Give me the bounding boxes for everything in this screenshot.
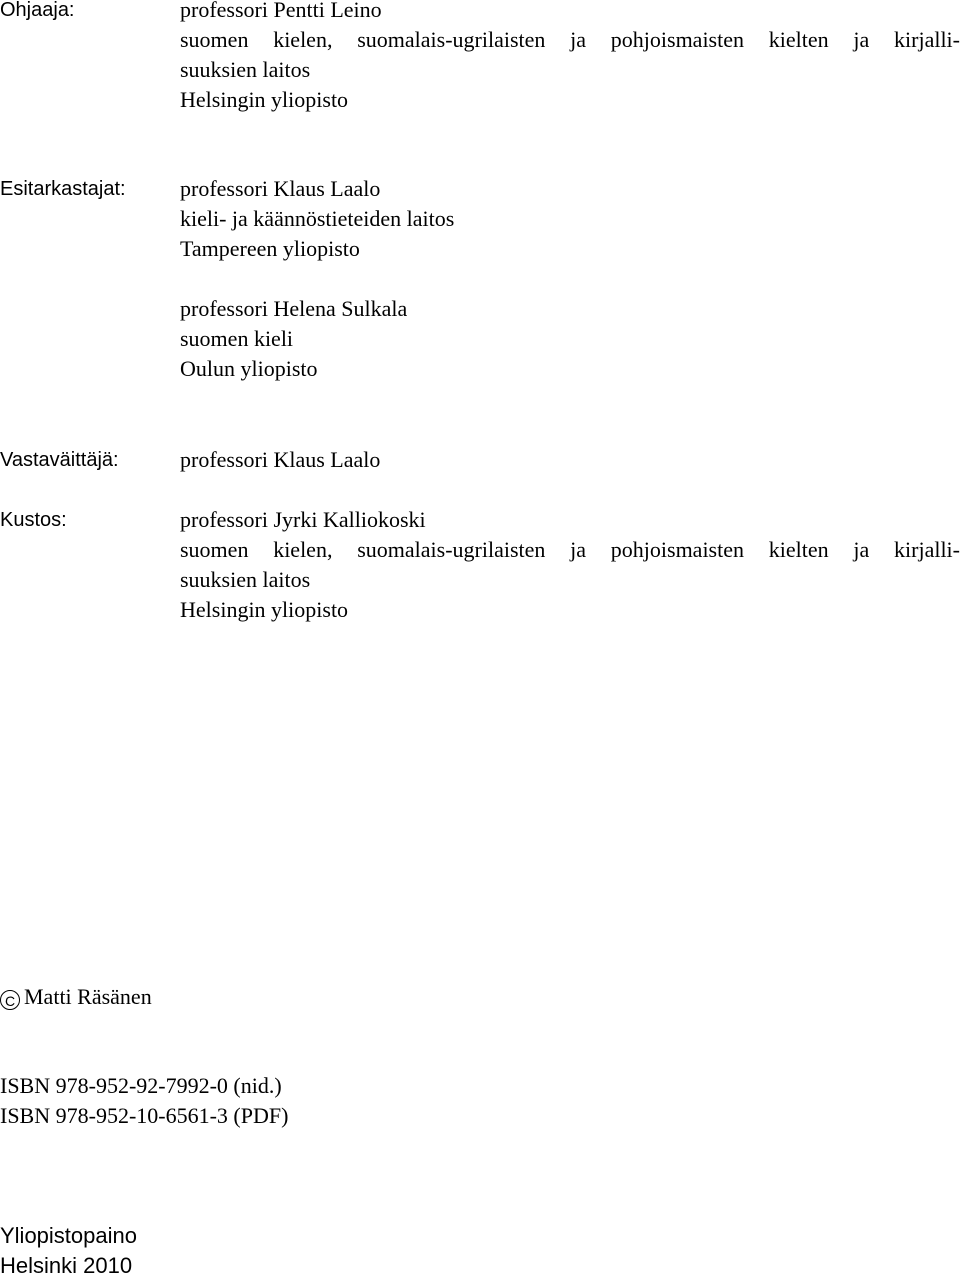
- supervisor-dept-line1: suomen kielen, suomalais-ugrilaisten ja pohjoismaisten kielten ja kirjalli-: [180, 27, 960, 52]
- reviewer-2-name: professori Helena Sulkala: [180, 296, 408, 321]
- isbn-print: ISBN 978-952-92-7992-0 (nid.): [0, 1073, 282, 1098]
- reviewer-2-entry: [180, 294, 960, 384]
- copyright-line: [0, 982, 152, 1012]
- custos-entry: [180, 505, 960, 625]
- publisher-name: Yliopistopaino: [0, 1223, 137, 1248]
- isbn-block: [0, 1071, 288, 1131]
- reviewer-2-university: Oulun yliopisto: [180, 356, 318, 381]
- custos-label: Kustos:: [0, 509, 67, 531]
- supervisor-dept-line2: suuksien laitos: [180, 57, 311, 82]
- custos-dept-line2: suuksien laitos: [180, 567, 311, 592]
- reviewer-1-entry: [180, 174, 960, 264]
- opponent-name: professori Klaus Laalo: [180, 447, 381, 472]
- supervisor-entry: [180, 0, 960, 115]
- opponent-label: Vastaväittäjä:: [0, 449, 119, 471]
- custos-name: professori Jyrki Kalliokoski: [180, 507, 426, 532]
- supervisor-university: Helsingin yliopisto: [180, 87, 349, 112]
- reviewers-label: Esitarkastajat:: [0, 178, 126, 200]
- opponent-entry: [180, 445, 960, 475]
- supervisor-name: professori Pentti Leino: [180, 0, 382, 22]
- copyright-holder: Matti Räsänen: [24, 984, 152, 1009]
- reviewer-2-dept: suomen kieli: [180, 326, 294, 351]
- reviewer-1-university: Tampereen yliopisto: [180, 236, 360, 261]
- supervisor-label: Ohjaaja:: [0, 0, 75, 21]
- reviewer-1-dept: kieli- ja käännöstieteiden laitos: [180, 206, 455, 231]
- custos-university: Helsingin yliopisto: [180, 597, 349, 622]
- custos-dept-line1: suomen kielen, suomalais-ugrilaisten ja pohjoismaisten kielten ja kirjalli-: [180, 537, 960, 562]
- copyright-icon: C: [0, 990, 20, 1010]
- reviewer-1-name: professori Klaus Laalo: [180, 176, 381, 201]
- publisher-place-year: Helsinki 2010: [0, 1253, 133, 1278]
- publisher-block: [0, 1221, 137, 1281]
- isbn-pdf: ISBN 978-952-10-6561-3 (PDF): [0, 1103, 289, 1128]
